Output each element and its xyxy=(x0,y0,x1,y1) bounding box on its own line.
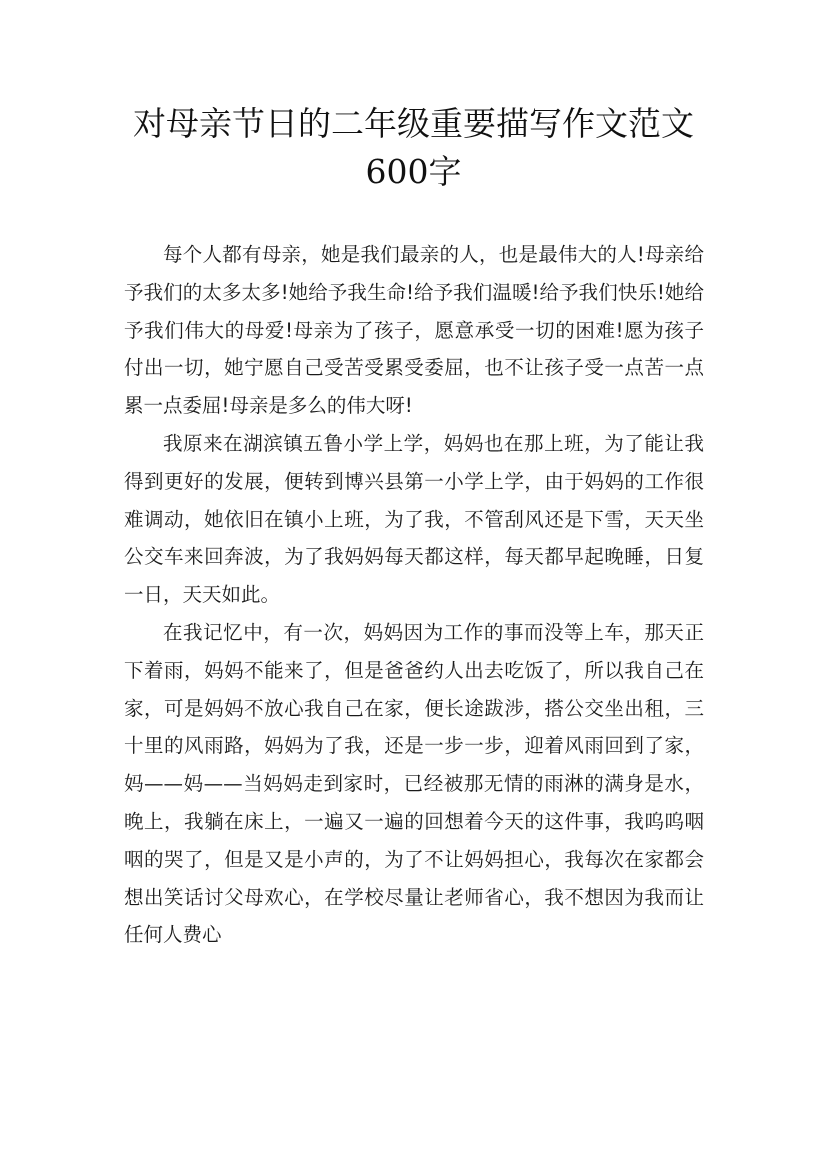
article-body xyxy=(124,236,704,954)
paragraph: 在我记忆中，有一次，妈妈因为工作的事而没等上车，那天正下着雨，妈妈不能来了，但是爸爸约人出去吃饭了，所以我自己在家，可是妈妈不放心我自己在家，便长途跋涉，搭公交坐出租，三十里的风雨路，妈妈为了我，还是一步一步，迎着风雨回到了家，妈——妈——当妈妈走到家时，已经被那无情的雨淋的满身是水，晚上，我躺在床上，一遍又一遍的回想着今天的这件事，我呜呜咽咽的哭了，但是又是小声的，为了不让妈妈担心，我每次在家都会想出笑话讨父母欢心，在学校尽量让老师省心，我不想因为我而让任何人费心 xyxy=(124,620,704,947)
page-title: 对母亲节日的二年级重要描写作文范文600字 xyxy=(133,104,694,191)
paragraph: 我原来在湖滨镇五鲁小学上学，妈妈也在那上班，为了能让我得到更好的发展，便转到博兴县第一小学上学，由于妈妈的工作很难调动，她依旧在镇小上班，为了我，不管刮风还是下雪，天天坐公交车来回奔波，为了我妈妈每天都这样，每天都早起晚睡，日复一日，天天如此。 xyxy=(124,431,704,607)
paragraph: 每个人都有母亲，她是我们最亲的人，也是最伟大的人!母亲给予我们的太多太多!她给予我生命!给予我们温暖!给予我们快乐!她给予我们伟大的母爱!母亲为了孩子，愿意承受一切的困难!愿为孩子付出一切，她宁愿自己受苦受累受委屈，也不让孩子受一点苦一点累一点委屈!母亲是多么的伟大呀! xyxy=(124,243,704,418)
